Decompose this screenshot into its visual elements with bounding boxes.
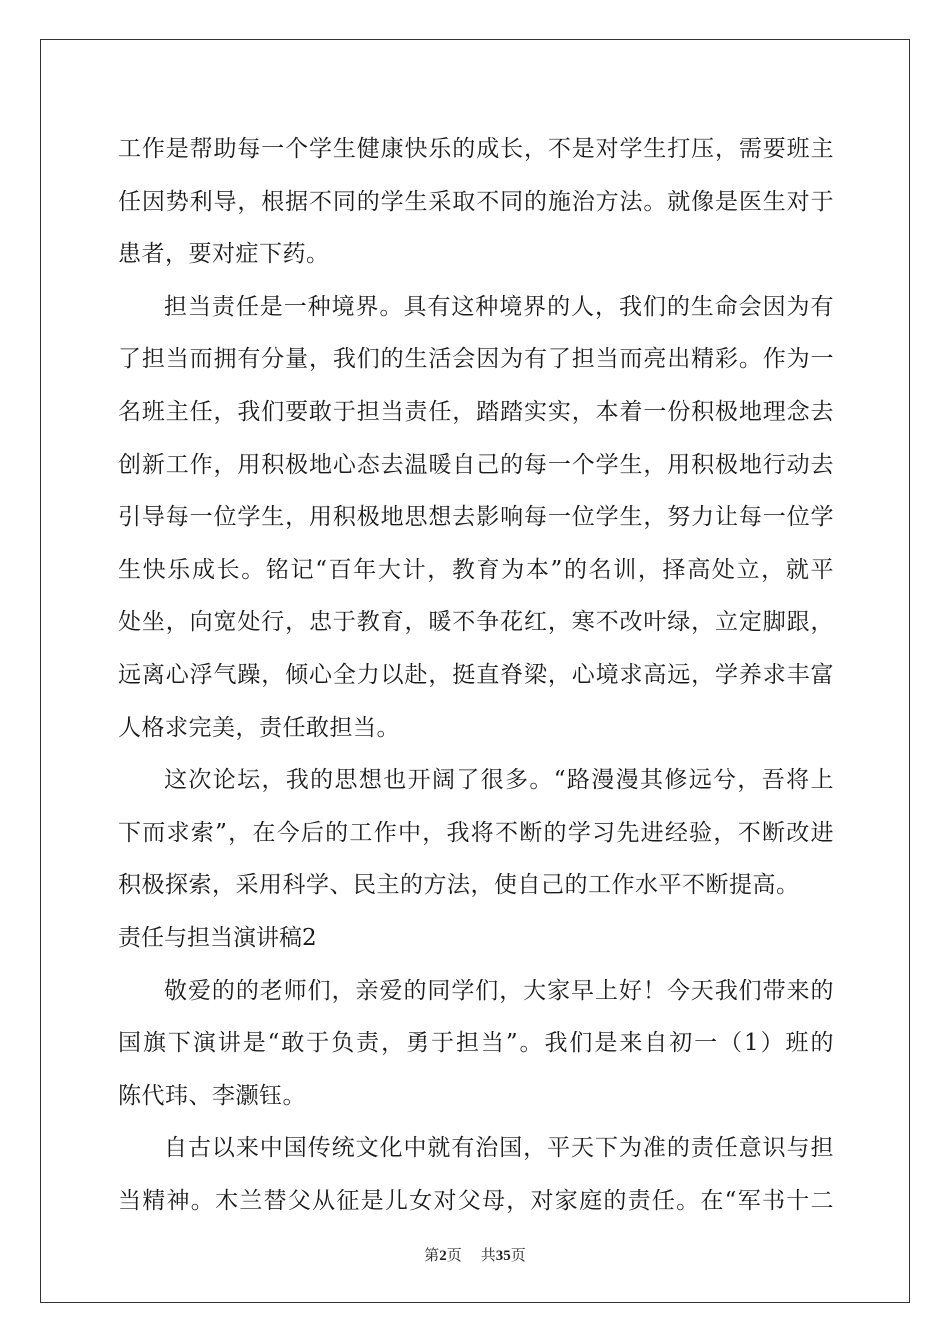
- text-line: 患者，要对症下药。: [118, 241, 330, 268]
- text-line: 自古以来中国传统文化中就有治国，平天下为准的责任意识与担: [164, 1135, 834, 1162]
- document-body: [118, 123, 834, 1227]
- text-line: 这次论坛，我的思想也开阔了很多。“路漫漫其修远兮，吾将上: [164, 767, 834, 794]
- total-suffix: 页: [510, 1246, 526, 1264]
- text-line: 陈代玮、李灏钰。: [118, 1082, 306, 1109]
- text-line: 任因势利导，根据不同的学生采取不同的施治方法。就像是医生对于: [118, 188, 834, 215]
- section-heading: 责任与担当演讲稿2: [118, 924, 317, 951]
- text-line: 创新工作，用积极地心态去温暖自己的每一个学生，用积极地行动去: [118, 451, 834, 478]
- text-line: 人格求完美，责任敢担当。: [118, 714, 400, 741]
- page-prefix: 第: [424, 1246, 440, 1264]
- total-prefix: 共: [480, 1246, 496, 1264]
- page-number: 2: [439, 1248, 447, 1264]
- text-line: 下而求索”，在今后的工作中，我将不断的学习先进经验，不断改进: [118, 819, 834, 846]
- text-line: 敬爱的的老师们，亲爱的同学们，大家早上好！今天我们带来的: [164, 977, 834, 1004]
- text-line: 处坐，向宽处行，忠于教育，暖不争花红，寒不改叶绿，立定脚跟，: [118, 609, 834, 636]
- text-line: 了担当而拥有分量，我们的生活会因为有了担当而亮出精彩。作为一: [118, 346, 834, 373]
- text-line: 当精神。木兰替父从征是儿女对父母，对家庭的责任。在“军书十二: [118, 1187, 834, 1214]
- page-footer: [0, 1244, 950, 1265]
- text-line: 国旗下演讲是“敢于负责，勇于担当”。我们是来自初一（1）班的: [118, 1030, 834, 1057]
- text-line: 工作是帮助每一个学生健康快乐的成长，不是对学生打压，需要班主: [118, 136, 834, 162]
- text-line: 引导每一位学生，用积极地思想去影响每一位学生，努力让每一位学: [118, 504, 834, 531]
- text-line: 名班主任，我们要敢于担当责任，踏踏实实，本着一份积极地理念去: [118, 398, 834, 425]
- text-line: 生快乐成长。铭记“百年大计，教育为本”的名训，择高处立，就平: [118, 556, 834, 583]
- text-line: 远离心浮气躁，倾心全力以赴，挺直脊梁，心境求高远，学养求丰富: [118, 661, 834, 688]
- page-suffix: 页: [446, 1246, 462, 1264]
- text-line: 积极探索，采用科学、民主的方法，使自己的工作水平不断提高。: [118, 872, 800, 899]
- total-pages: 35: [495, 1248, 511, 1264]
- text-line: 担当责任是一种境界。具有这种境界的人，我们的生命会因为有: [164, 293, 834, 320]
